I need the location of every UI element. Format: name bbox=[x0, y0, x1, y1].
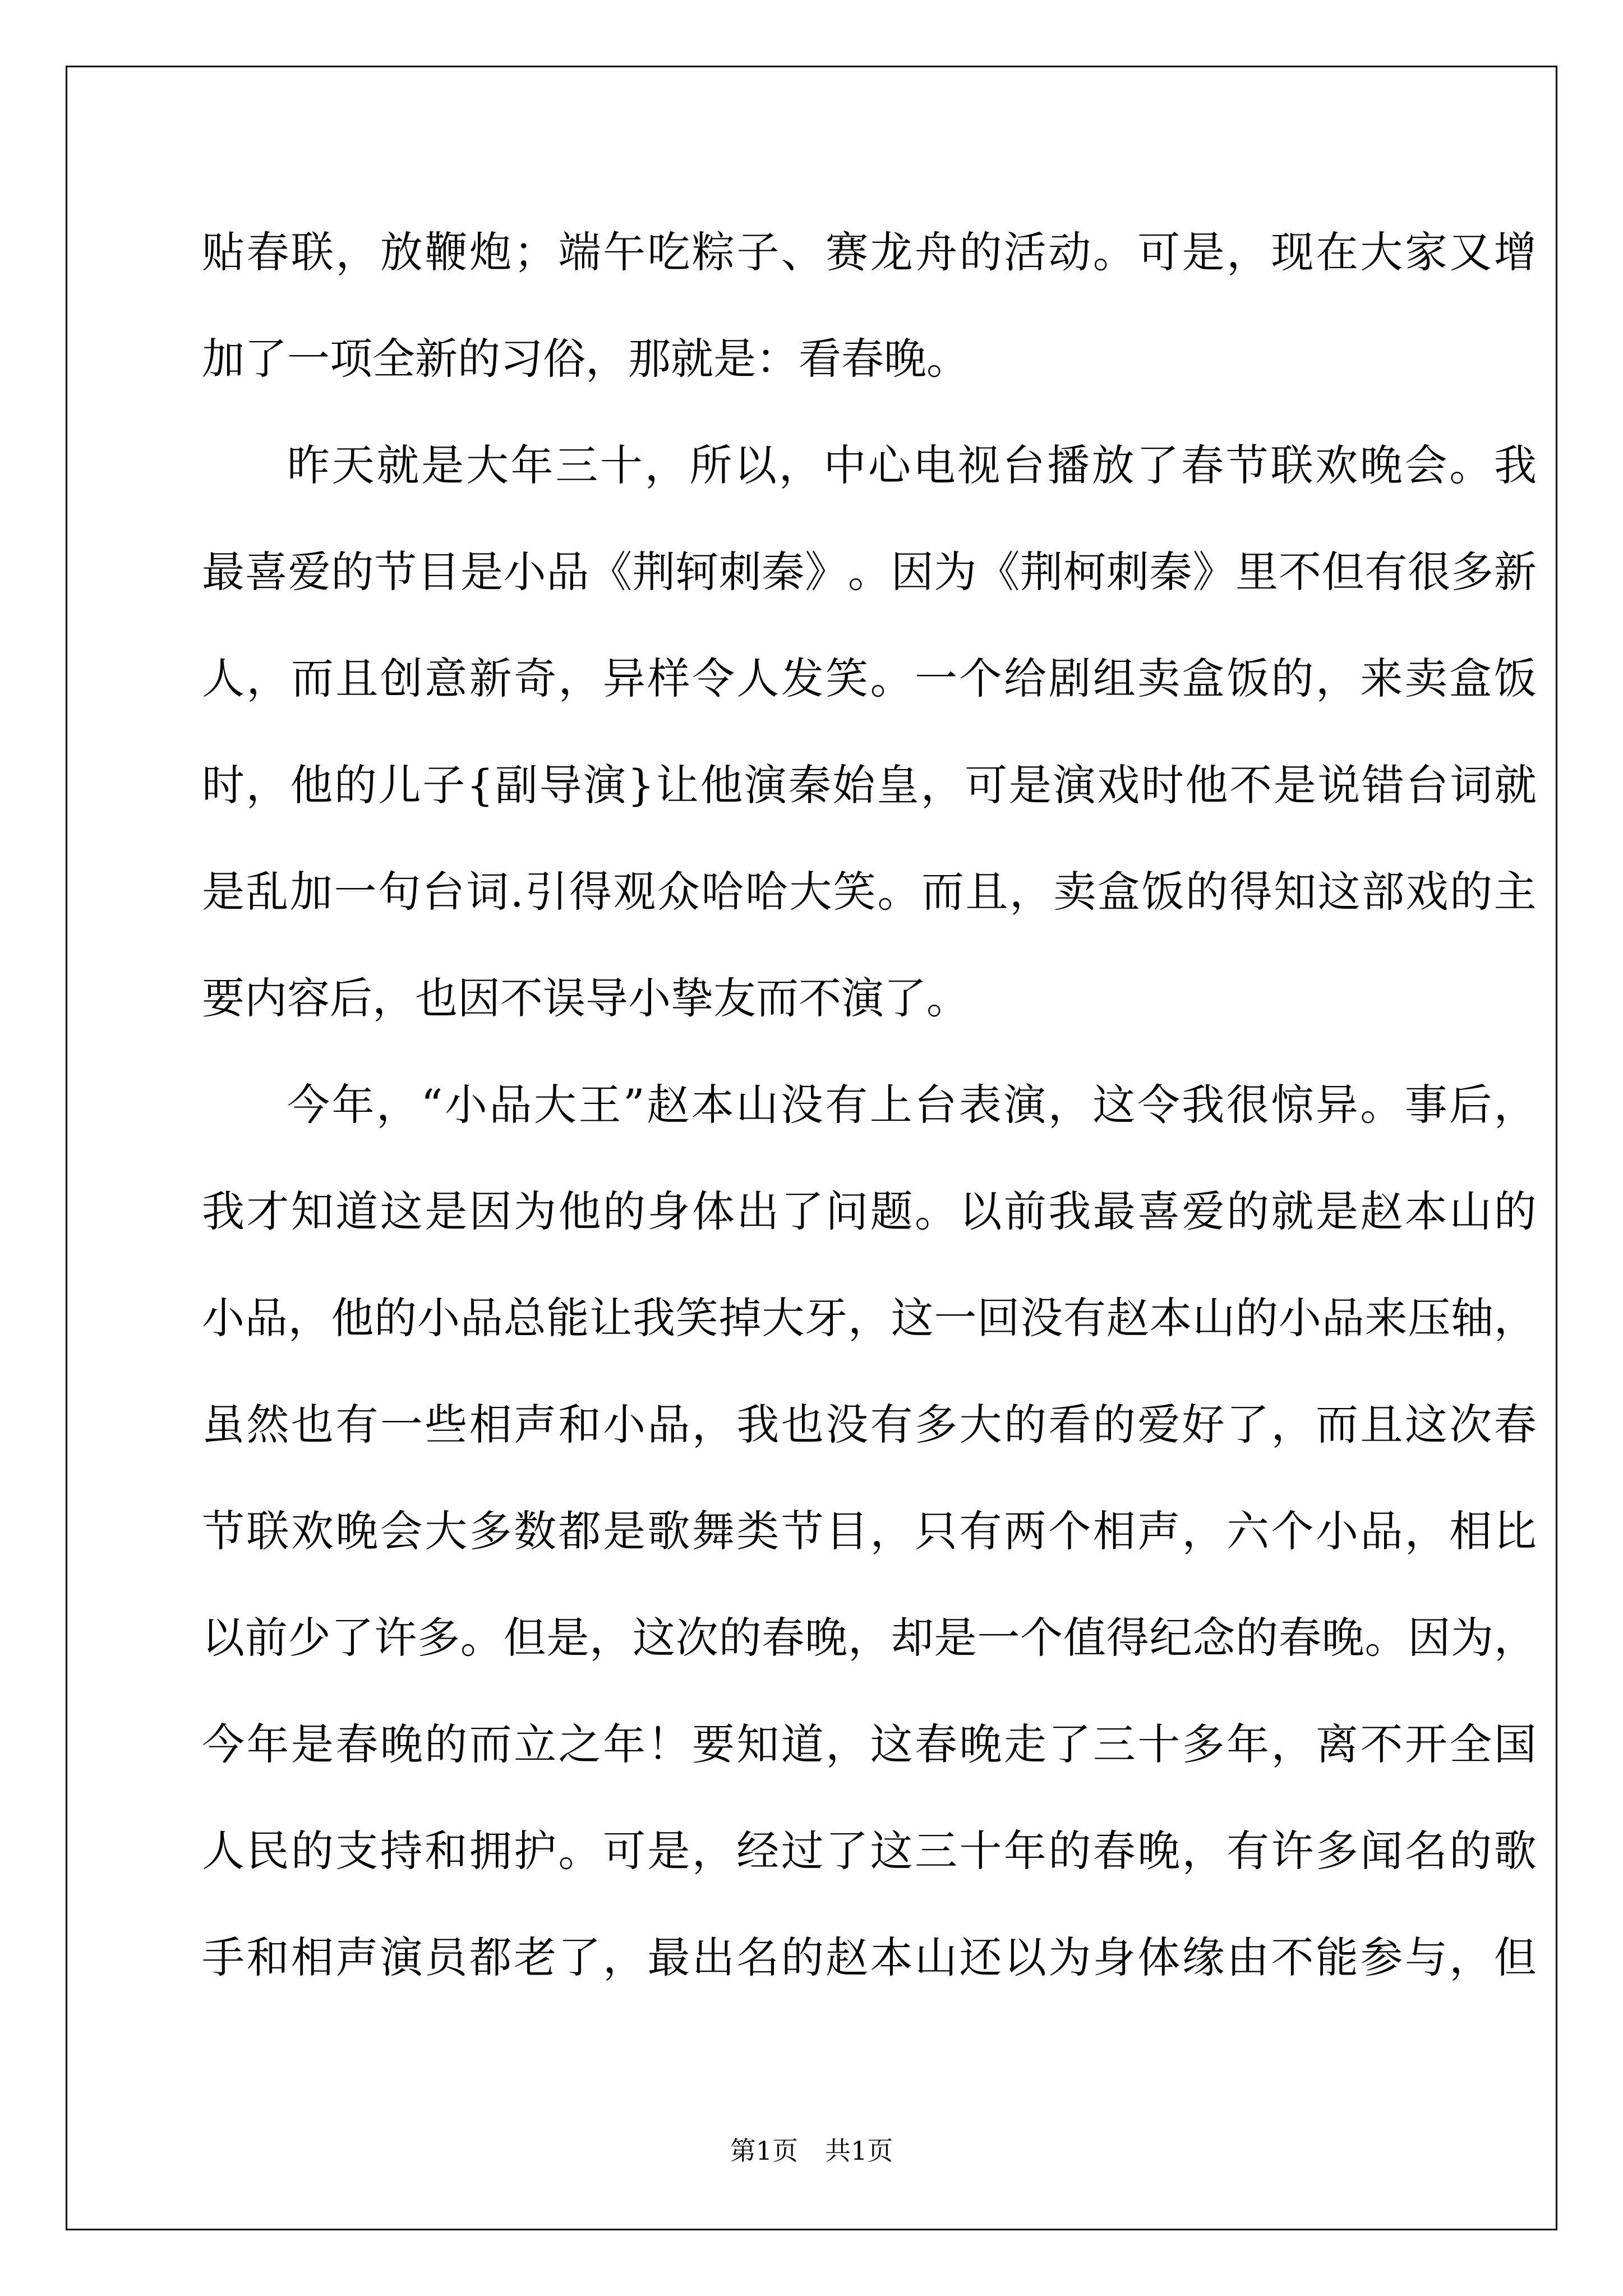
text-line: 小 品 ， 他 的 小 品 总 能 让 我 笑 掉 大 牙 ， 这 一 回 没 有 赵 本 山 的 小 品 来 压 轴 ， bbox=[202, 1293, 1537, 1343]
page-frame bbox=[66, 66, 1557, 2230]
text-line: 节 联 欢 晚 会 大 多 数 都 是 歌 舞 类 节 目 ， 只 有 两 个 相 声 ， 六 个 小 品 ， 相 比 bbox=[202, 1506, 1537, 1556]
text-line: 人 ， 而 且 创 意 新 奇 ， 异 样 令 人 发 笑 。 一 个 给 剧 组 卖 盒 饭 的 ， 来 卖 盒 饭 bbox=[202, 654, 1537, 703]
text-line: 是 乱 加 一 句 台 词 . 引 得 观 众 哈 哈 大 笑 。 而 且 ， 卖 盒 饭 的 得 知 这 部 戏 的 主 bbox=[202, 867, 1537, 917]
text-line: 虽 然 也 有 一 些 相 声 和 小 品 ， 我 也 没 有 多 大 的 看 的 爱 好 了 ， 而 且 这 次 春 bbox=[202, 1400, 1537, 1450]
text-line: 今 年 ， “ 小 品 大 王 ” 赵 本 山 没 有 上 台 表 演 ， 这 令 我 很 惊 异 。 事 后 ， bbox=[287, 1080, 1537, 1130]
page-number-total: 共1页 bbox=[825, 2136, 893, 2166]
text-line: 我 才 知 道 这 是 因 为 他 的 身 体 出 了 问 题 。 以 前 我 最 喜 爱 的 就 是 赵 本 山 的 bbox=[202, 1186, 1537, 1236]
text-line: 时 ， 他 的 儿 子 { 副 导 演 } 让 他 演 秦 始 皇 ， 可 是 演 戏 时 他 不 是 说 错 台 词 就 bbox=[202, 760, 1537, 810]
text-line: 人 民 的 支 持 和 拥 护 。 可 是 ， 经 过 了 这 三 十 年 的 春 晚 ， 有 许 多 闻 名 的 歌 bbox=[202, 1826, 1537, 1876]
text-line: 手 和 相 声 演 员 都 老 了 ， 最 出 名 的 赵 本 山 还 以 为 身 体 缘 由 不 能 参 与 ， 但 bbox=[202, 1932, 1537, 1982]
text-line: 最 喜 爱 的 节 目 是 小 品 《 荆 轲 刺 秦 》 。 因 为 《 荆 柯 刺 秦 》 里 不 但 有 很 多 新 bbox=[202, 547, 1537, 597]
text-line: 要内容后，也因不误导小挚友而不演了。 bbox=[202, 973, 969, 1023]
text-line: 以 前 少 了 许 多 。 但 是 ， 这 次 的 春 晚 ， 却 是 一 个 值 得 纪 念 的 春 晚 。 因 为 ， bbox=[202, 1613, 1537, 1663]
text-line: 今 年 是 春 晚 的 而 立 之 年 ！ 要 知 道 ， 这 春 晚 走 了 三 十 多 年 ， 离 不 开 全 国 bbox=[202, 1719, 1537, 1769]
page-number-current: 第1页 bbox=[730, 2136, 798, 2166]
page-footer bbox=[67, 2134, 1556, 2168]
text-line: 加了一项全新的习俗，那就是：看春晚。 bbox=[202, 334, 969, 384]
text-line: 贴 春 联 ， 放 鞭 炮 ； 端 午 吃 粽 子 、 赛 龙 舟 的 活 动 。 可 是 ， 现 在 大 家 又 增 bbox=[202, 227, 1537, 277]
text-line: 昨 天 就 是 大 年 三 十 ， 所 以 ， 中 心 电 视 台 播 放 了 春 节 联 欢 晚 会 。 我 bbox=[287, 440, 1537, 490]
